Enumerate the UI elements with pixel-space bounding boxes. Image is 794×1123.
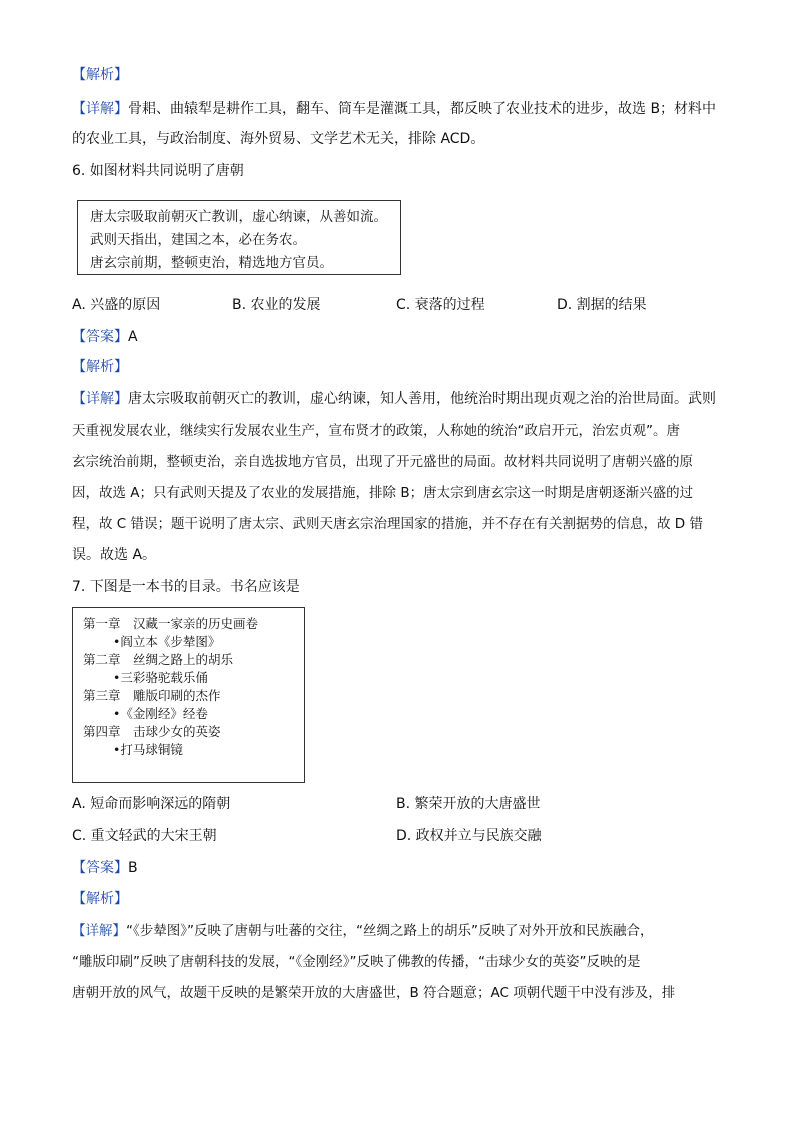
question-6-material-box (77, 200, 401, 275)
analysis-heading: 【解析】 (72, 359, 128, 375)
detail-paragraph (72, 98, 716, 120)
detail-text-line: 因，故选 A；只有武则天提及了农业的发展措施，排除 B；唐太宗到唐玄宗这一时期是唐朝逐渐兴盛的过 (72, 485, 694, 501)
detail-text: “《步辇图》”反映了唐朝与吐蕃的交往，“丝绸之路上的胡乐”反映了对外开放和民族融合， (126, 923, 654, 939)
chapter-title: 第四章 击球少女的英姿 (83, 724, 221, 739)
chapter-item: •打马球铜镜 (113, 742, 183, 757)
chapter-title: 第一章 汉藏一家亲的历史画卷 (83, 616, 259, 631)
option-b: B. 农业的发展 (232, 297, 321, 313)
option-a: A. 短命而影响深远的隋朝 (72, 796, 231, 812)
detail-text-line: 天重视发展农业，继续实行发展农业生产，宣布贤才的政策，人称她的统治“政启开元，治宏贞观”。唐 (72, 423, 680, 439)
option-c: C. 重文轻武的大宋王朝 (72, 828, 217, 844)
option-a: A. 兴盛的原因 (72, 297, 161, 313)
chapter-title: 第二章 丝绸之路上的胡乐 (83, 652, 234, 667)
detail-tag: 【详解】 (72, 923, 126, 939)
answer-line (72, 857, 138, 879)
detail-paragraph (72, 920, 653, 942)
question-7-stem: 7. 下图是一本书的目录。书名应该是 (72, 579, 300, 595)
question-6-stem: 6. 如图材料共同说明了唐朝 (72, 163, 244, 179)
detail-tag: 【详解】 (72, 101, 128, 117)
detail-text-line: 的农业工具，与政治制度、海外贸易、文学艺术无关，排除 ACD。 (72, 131, 485, 147)
detail-paragraph (72, 388, 716, 410)
chapter-title: 第三章 雕版印刷的杰作 (83, 688, 221, 703)
option-b: B. 繁荣开放的大唐盛世 (396, 796, 541, 812)
material-line: 唐太宗吸取前朝灭亡教训，虚心纳谏，从善如流。 (90, 209, 387, 225)
detail-text-line: 玄宗统治前期，整顿吏治，亲自选拔地方官员，出现了开元盛世的局面。故材料共同说明了唐朝兴盛的原 (72, 454, 693, 470)
answer-line (72, 326, 138, 348)
option-d: D. 割据的结果 (557, 297, 647, 313)
detail-text-line: 误。故选 A。 (72, 547, 157, 563)
answer-value: B (128, 860, 138, 876)
detail-text-line: 唐朝开放的风气，故题干反映的是繁荣开放的大唐盛世，B 符合题意；AC 项朝代题干中没有涉及，排 (72, 985, 676, 1001)
material-line: 武则天指出，建国之本，必在务农。 (90, 232, 306, 248)
answer-tag: 【答案】 (72, 860, 128, 876)
detail-text: 骨耜、曲辕犁是耕作工具，翻车、筒车是灌溉工具，都反映了农业技术的进步，故选 B；材料中 (128, 101, 717, 117)
detail-tag: 【详解】 (72, 391, 128, 407)
option-d: D. 政权并立与民族交融 (396, 828, 542, 844)
option-c: C. 衰落的过程 (396, 297, 485, 313)
material-line: 唐玄宗前期，整顿吏治，精选地方官员。 (90, 255, 333, 271)
question-7-contents-box (72, 607, 305, 783)
chapter-item: •《金刚经》经卷 (113, 706, 208, 721)
detail-text-line: “雕版印刷”反映了唐朝科技的发展，“《金刚经》”反映了佛教的传播，“击球少女的英姿”反映的是 (72, 954, 641, 970)
analysis-heading: 【解析】 (72, 891, 128, 907)
detail-text: 唐太宗吸取前朝灭亡的教训，虚心纳谏，知人善用，他统治时期出现贞观之治的治世局面。武则 (128, 391, 716, 407)
chapter-item: •三彩骆驼载乐俑 (113, 670, 208, 685)
answer-value: A (128, 329, 138, 345)
answer-tag: 【答案】 (72, 329, 128, 345)
analysis-heading: 【解析】 (72, 67, 128, 83)
chapter-item: •阎立本《步辇图》 (113, 634, 221, 649)
detail-text-line: 程，故 C 错误；题干说明了唐太宗、武则天唐玄宗治理国家的措施，并不存在有关割据势的信息，故 D 错 (72, 516, 703, 532)
